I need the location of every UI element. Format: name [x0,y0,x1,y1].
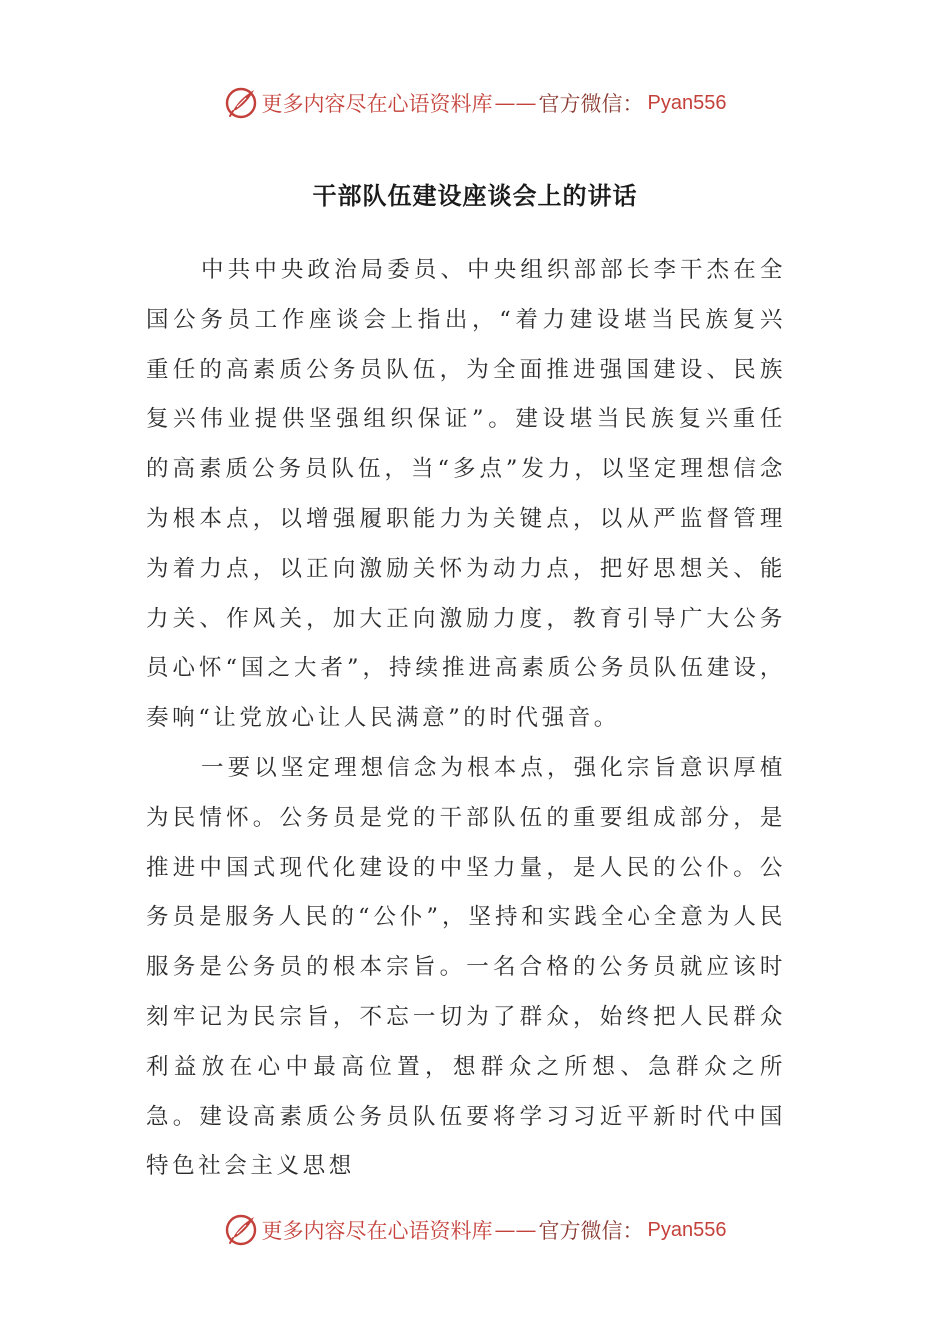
header-banner [0,83,950,123]
footer-banner [0,1210,950,1250]
quill-pen-logo-icon [224,86,258,120]
header-separator: —— [494,91,537,115]
paragraph: 中共中央政治局委员、中央组织部部长李干杰在全国公务员工作座谈会上指出，“着力建设堪当民族复兴重任的高素质公务员队伍，为全面推进强国建设、民族复兴伟业提供坚强组织保证”。建设堪当民族复兴重任的高素质公务员队伍，当“多点”发力，以坚定理想信念为根本点，以增强履职能力为关键点，以从严监督管理为着力点，以正向激励关怀为动力点，把好思想关、能力关、作风关，加大正向激励力度，教育引导广大公务员心怀“国之大者”，持续推进高素质公务员队伍建设，奏响“让党放心让人民满意”的时代强音。 [146,257,786,732]
footer-wechat-label: 官方微信： [538,1219,644,1243]
document-body [146,246,786,1192]
header-wechat-label: 官方微信： [538,92,644,116]
document-title: 干部队伍建设座谈会上的讲话 [312,182,638,210]
paragraph: 一要以坚定理想信念为根本点，强化宗旨意识厚植为民情怀。公务员是党的干部队伍的重要组成部分，是推进中国式现代化建设的中坚力量，是人民的公仆。公务员是服务人民的“公仆”，坚持和实践全心全意为人民服务是公务员的根本宗旨。一名合格的公务员就应该时刻牢记为民宗旨，不忘一切为了群众，始终把人民群众利益放在心中最高位置，想群众之所想、急群众之所急。建设高素质公务员队伍要将学习习近平新时代中国特色社会主义思想 [146,754,786,1180]
footer-separator: —— [494,1218,537,1242]
footer-site-name: 更多内容尽在心语资料库 [261,1219,493,1243]
quill-pen-logo-icon [224,1213,258,1247]
header-wechat-id: Pyan556 [647,91,727,114]
header-site-name: 更多内容尽在心语资料库 [261,92,493,116]
footer-wechat-id: Pyan556 [647,1218,727,1241]
